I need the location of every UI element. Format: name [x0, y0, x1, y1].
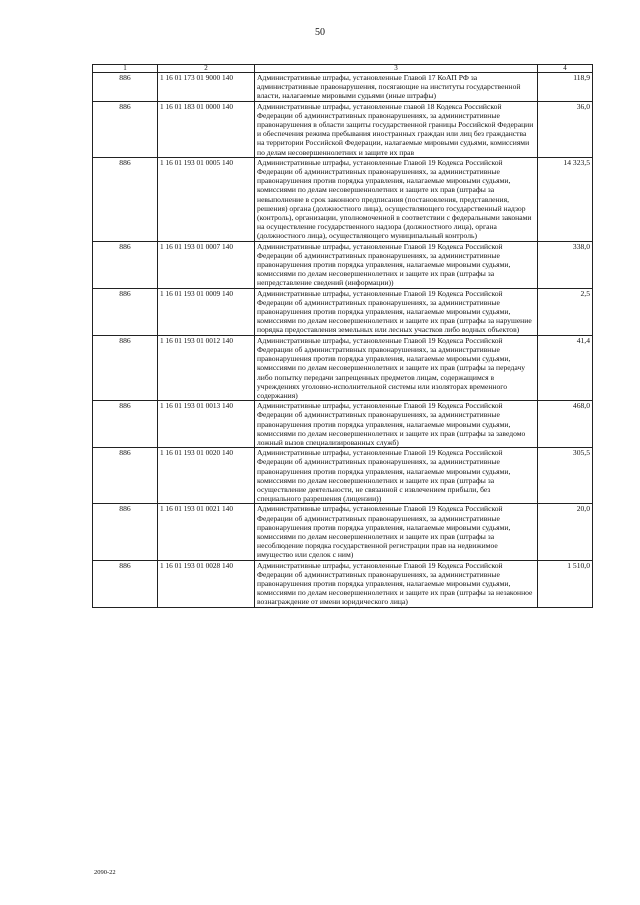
admin-code-cell: 886 [93, 157, 158, 241]
budget-code-cell: 1 16 01 193 01 0009 140 [158, 288, 255, 335]
description-cell: Административные штрафы, установленные Главой 19 Кодекса Российской Федерации об административных правонарушениях, за административные правонарушения против порядка управления, налагаемые мировыми судьями, комиссиями по делам несовершеннолетних и защите их прав (штрафы за передачу либо попытку передачи запрещенных предметов лицам, содержащимся в учреждениях уголовно-исполнительной системы или изоляторах временного содержания) [255, 335, 538, 400]
amount-cell: 118,9 [538, 73, 593, 102]
table-row [93, 401, 593, 448]
amount-cell: 14 323,5 [538, 157, 593, 241]
table-row [93, 288, 593, 335]
admin-code-cell: 886 [93, 401, 158, 448]
admin-code-cell: 886 [93, 504, 158, 560]
description-cell: Административные штрафы, установленные Главой 19 Кодекса Российской Федерации об административных правонарушениях, за административные правонарушения против порядка управления, налагаемые мировыми судьями, комиссиями по делам несовершеннолетних и защите их прав (штрафы за невыполнение в срок законного предписания (постановления, представления, решения) органа (должностного лица), осуществляющего государственный надзор (контроль), организации, уполномоченной в соответствии с федеральными законами на осуществление государственного надзора (должностного лица), органа (должностного лица), осуществляющего муниципальный контроль) [255, 157, 538, 241]
budget-code-cell: 1 16 01 173 01 9000 140 [158, 73, 255, 102]
header-col-3: 3 [255, 65, 538, 73]
amount-cell: 338,0 [538, 241, 593, 288]
admin-code-cell: 886 [93, 241, 158, 288]
description-cell: Административные штрафы, установленные Главой 19 Кодекса Российской Федерации об административных правонарушениях, за административные правонарушения против порядка управления, налагаемые мировыми судьями, комиссиями по делам несовершеннолетних и защите их прав (штрафы за заведомо ложный вызов специализированных служб) [255, 401, 538, 448]
table-header [93, 65, 593, 73]
admin-code-cell: 886 [93, 560, 158, 607]
description-cell: Административные штрафы, установленные Главой 19 Кодекса Российской Федерации об административных правонарушениях, за административные правонарушения против порядка управления, налагаемые мировыми судьями, комиссиями по делам несовершеннолетних и защите их прав (штрафы за нарушение порядка предоставления земельных или лесных участков либо водных объектов) [255, 288, 538, 335]
table-row [93, 101, 593, 157]
description-cell: Административные штрафы, установленные Главой 19 Кодекса Российской Федерации об административных правонарушениях, за административные правонарушения против порядка управления, налагаемые мировыми судьями, комиссиями по делам несовершеннолетних и защите их прав (штрафы за незаконное вознаграждение от имени юридического лица) [255, 560, 538, 607]
footer-code: 2090-22 [94, 869, 116, 876]
budget-code-cell: 1 16 01 193 01 0021 140 [158, 504, 255, 560]
table-row [93, 504, 593, 560]
table-row [93, 448, 593, 504]
table-row [93, 560, 593, 607]
amount-cell: 36,0 [538, 101, 593, 157]
admin-code-cell: 886 [93, 101, 158, 157]
table-row [93, 73, 593, 102]
header-col-1: 1 [93, 65, 158, 73]
budget-code-cell: 1 16 01 193 01 0013 140 [158, 401, 255, 448]
admin-code-cell: 886 [93, 73, 158, 102]
table-row [93, 335, 593, 400]
header-col-2: 2 [158, 65, 255, 73]
description-cell: Административные штрафы, установленные Главой 19 Кодекса Российской Федерации об административных правонарушениях, за административные правонарушения против порядка управления, налагаемые мировыми судьями, комиссиями по делам несовершеннолетних и защите их прав (штрафы за осуществление деятельности, не связанной с извлечением прибыли, без специального разрешения (лицензии)) [255, 448, 538, 504]
table-row [93, 241, 593, 288]
description-cell: Административные штрафы, установленные Главой 19 Кодекса Российской Федерации об административных правонарушениях, за административные правонарушения против порядка управления, налагаемые мировыми судьями, комиссиями по делам несовершеннолетних и защите их прав (штрафы за несоблюдение порядка государственной регистрации прав на недвижимое имущество или сделок с ним) [255, 504, 538, 560]
description-cell: Административные штрафы, установленные Главой 17 КоАП РФ за административные правонарушения, посягающие на институты государственной власти, налагаемые мировыми судьями (иные штрафы) [255, 73, 538, 102]
budget-code-cell: 1 16 01 183 01 0000 140 [158, 101, 255, 157]
budget-code-cell: 1 16 01 193 01 0007 140 [158, 241, 255, 288]
table-body [93, 73, 593, 608]
budget-code-cell: 1 16 01 193 01 0028 140 [158, 560, 255, 607]
budget-code-cell: 1 16 01 193 01 0020 140 [158, 448, 255, 504]
amount-cell: 41,4 [538, 335, 593, 400]
amount-cell: 468,0 [538, 401, 593, 448]
header-col-4: 4 [538, 65, 593, 73]
admin-code-cell: 886 [93, 335, 158, 400]
admin-code-cell: 886 [93, 288, 158, 335]
budget-code-cell: 1 16 01 193 01 0005 140 [158, 157, 255, 241]
amount-cell: 1 510,0 [538, 560, 593, 607]
page-number: 50 [315, 27, 325, 38]
amount-cell: 2,5 [538, 288, 593, 335]
description-cell: Административные штрафы, установленные Главой 19 Кодекса Российской Федерации об административных правонарушениях, за административные правонарушения против порядка управления, налагаемые мировыми судьями, комиссиями по делам несовершеннолетних и защите их прав (штрафы за непредставление сведений (информации)) [255, 241, 538, 288]
budget-table [92, 64, 593, 608]
table-row [93, 157, 593, 241]
description-cell: Административные штрафы, установленные главой 18 Кодекса Российской Федерации об административных правонарушениях, за административные правонарушения в области защиты государственной границы Российской Федерации и обеспечения режима пребывания иностранных граждан или лиц без гражданства на территории Российской Федерации, налагаемые мировыми судьями, комиссиями по делам несовершеннолетних и защите их прав [255, 101, 538, 157]
header-row [93, 65, 593, 73]
amount-cell: 20,0 [538, 504, 593, 560]
admin-code-cell: 886 [93, 448, 158, 504]
amount-cell: 305,5 [538, 448, 593, 504]
budget-code-cell: 1 16 01 193 01 0012 140 [158, 335, 255, 400]
